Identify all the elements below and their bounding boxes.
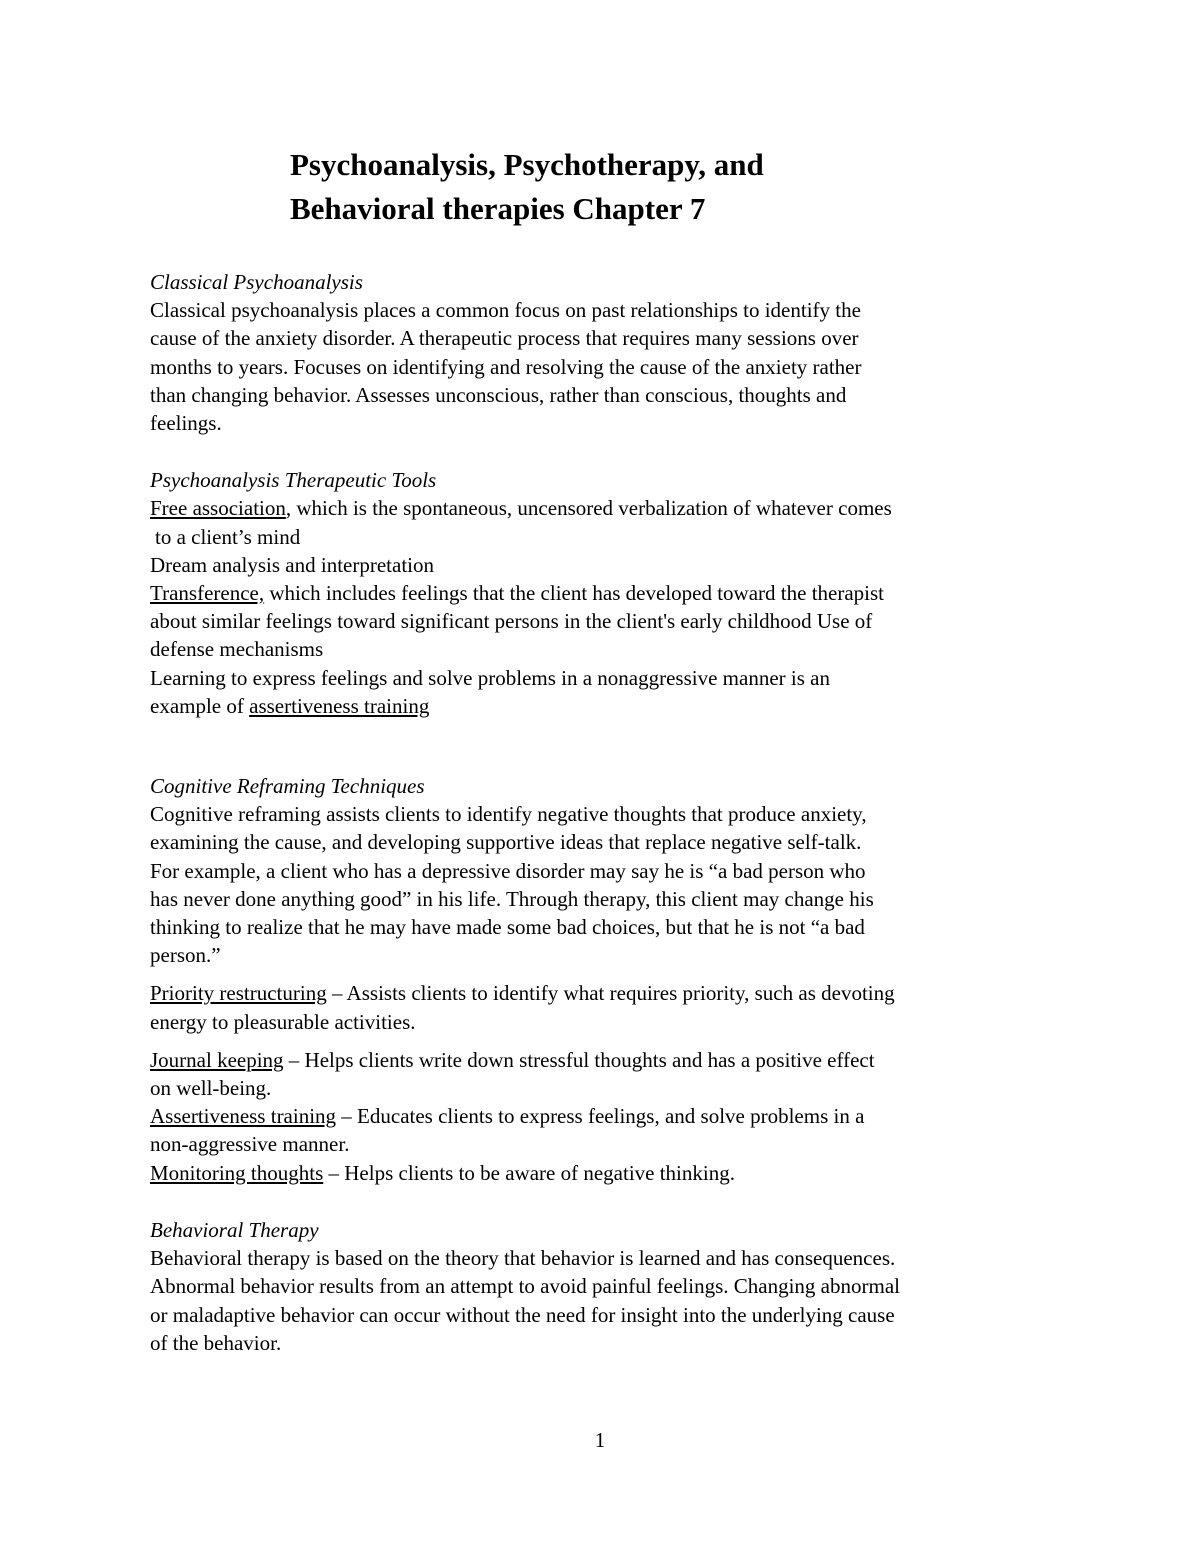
page-number: 1 [594,1428,606,1452]
term-priority-restructuring: Priority restructuring [150,981,327,1006]
dream-analysis-item: Dream analysis and interpretation [150,552,434,577]
title-line-1: Psychoanalysis, Psychotherapy, and [290,147,764,182]
paragraph-line: cause of the anxiety disorder. A therapeutic process that requires many sessions over [150,326,859,351]
term-assertiveness-training: assertiveness training [249,693,430,718]
term-transference: Transference, [150,581,265,606]
section-cognitive-reframing [150,772,1000,1187]
monitoring-thoughts-item [150,1159,1000,1187]
term-assertiveness-training: Assertiveness training [150,1104,337,1129]
journal-keeping-item [150,1046,1000,1074]
paragraph-line: or maladaptive behavior can occur without the need for insight into the underlying cause [150,1302,895,1327]
paragraph-line: Learning to express feelings and solve problems in a nonaggressive manner is an [150,665,830,690]
priority-restructuring-item [150,979,1000,1007]
paragraph-line: examining the cause, and developing supportive ideas that replace negative self-talk. [150,830,862,855]
paragraph-line: to a client’s mind [155,524,301,549]
paragraph-line: than changing behavior. Assesses unconscious, rather than conscious, thoughts and [150,382,847,407]
paragraph-line: about similar feelings toward significant persons in the client's early childhood Use of [150,609,873,634]
section-classical-psychoanalysis [150,268,1000,437]
paragraph-line: thinking to realize that he may have made some bad choices, but that he is not “a bad [150,915,865,940]
section-behavioral-therapy [150,1216,1000,1357]
free-association-item [150,494,1000,522]
paragraph-line: non-aggressive manner. [150,1132,350,1157]
section-heading: Behavioral Therapy [150,1217,319,1242]
transference-item [150,579,1000,607]
term-monitoring-thoughts: Monitoring thoughts [150,1160,324,1185]
document-title [290,143,990,231]
paragraph-line: of the behavior. [150,1330,282,1355]
term-free-association: Free association [150,496,286,521]
assertiveness-example [150,692,1000,720]
paragraph-line: person.” [150,943,221,968]
definition-text: which includes feelings that the client has developed toward the therapist [264,581,884,606]
paragraph-line: months to years. Focuses on identifying and resolving the cause of the anxiety rather [150,354,862,379]
term-journal-keeping: Journal keeping [150,1047,284,1072]
document-body [150,268,1000,1357]
section-heading: Cognitive Reframing Techniques [150,774,425,799]
paragraph-line: Abnormal behavior results from an attempt to avoid painful feelings. Changing abnormal [150,1274,900,1299]
paragraph-line: has never done anything good” in his life. Through therapy, this client may change his [150,886,874,911]
paragraph-line: Cognitive reframing assists clients to identify negative thoughts that produce anxiety, [150,802,867,827]
text-prefix: example of [150,693,250,718]
paragraph-line: For example, a client who has a depressive disorder may say he is “a bad person who [150,858,866,883]
paragraph-line: defense mechanisms [150,637,324,662]
paragraph-line: Classical psychoanalysis places a common focus on past relationships to identify the [150,298,861,323]
paragraph-line: on well-being. [150,1076,272,1101]
paragraph-line: energy to pleasurable activities. [150,1009,416,1034]
paragraph-line: Behavioral therapy is based on the theory that behavior is learned and has consequences. [150,1246,896,1271]
definition-text: – Helps clients to be aware of negative thinking. [323,1160,735,1185]
definition-text: – Helps clients write down stressful thoughts and has a positive effect [283,1047,875,1072]
section-heading: Psychoanalysis Therapeutic Tools [150,468,437,493]
section-heading: Classical Psychoanalysis [150,270,363,294]
definition-text: – Educates clients to express feelings, and solve problems in a [336,1104,865,1129]
section-therapeutic-tools [150,466,1000,720]
definition-text: , which is the spontaneous, uncensored verbalization of whatever comes [285,496,892,521]
assertiveness-training-item [150,1102,1000,1130]
definition-text: – Assists clients to identify what requires priority, such as devoting [326,981,895,1006]
paragraph-line: feelings. [150,411,222,436]
title-line-2: Behavioral therapies Chapter 7 [290,191,706,226]
